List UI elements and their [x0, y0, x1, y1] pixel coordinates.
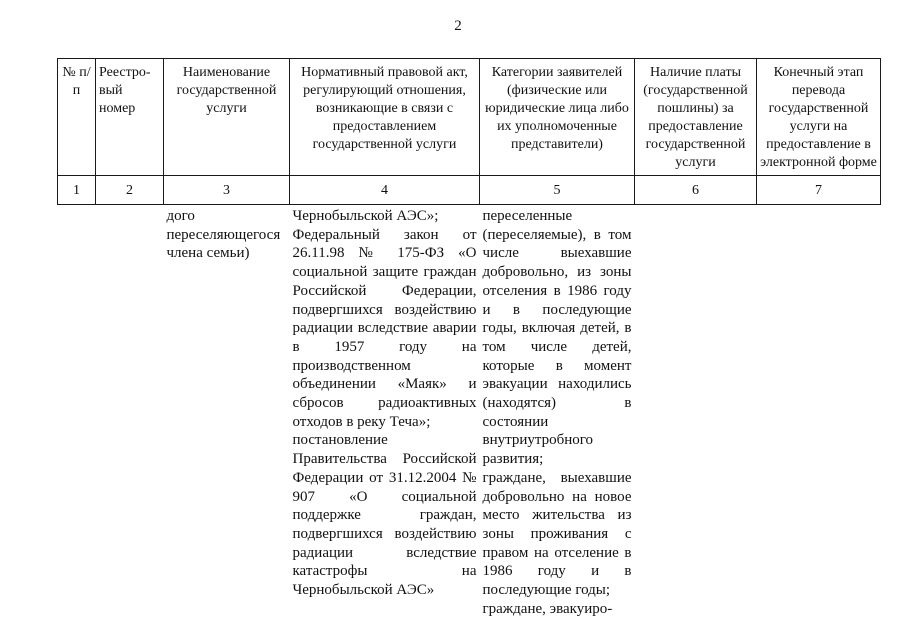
column-number-row [58, 176, 881, 205]
cell-empty [635, 205, 757, 619]
applicant-category-item: переселенные (переселяемые), в том числе выехавшие добровольно, из зоны отселения в 1986 году и в последующие годы, включая детей, в том числе детей, которые в момент эвакуации находились (находятся) в состоянии внутриутробного развития; [482, 208, 632, 468]
header-service-name: Наименование государственной услуги [164, 59, 290, 176]
cell-legal-act [290, 205, 480, 619]
header-number: № п/п [58, 59, 96, 176]
page-number: 2 [454, 18, 462, 34]
column-number: 7 [757, 176, 881, 205]
services-table [57, 58, 881, 618]
cell-empty [58, 205, 96, 619]
column-number: 2 [96, 176, 164, 205]
cell-applicant-categories [480, 205, 635, 619]
cell-empty [96, 205, 164, 619]
column-number: 1 [58, 176, 96, 205]
column-number: 5 [480, 176, 635, 205]
legal-act-item: постановление Правительства Российской Федерации от 31.12.2004 № 907 «О социальной поддержке граждан, подвергшихся воздействию радиации вследствие катастрофы на Чернобыльской АЭС» [292, 432, 477, 599]
header-legal-act: Нормативный правовой акт, регулирующий отношения, возникающие в связи с предоставлением государственной услуги [290, 59, 480, 176]
header-applicant-categories: Категории заявителей (физические или юридические лица либо их уполномоченные представители) [480, 59, 635, 176]
column-number: 3 [164, 176, 290, 205]
header-electronic-stage: Конечный этап перевода государственной услуги на предоставление в электронной форме [757, 59, 881, 176]
cell-service-name: дого переселяющегося члена семьи) [166, 208, 281, 262]
column-number: 4 [290, 176, 480, 205]
header-fee: Наличие платы (государственной пошлины) за предоставление государственной услуги [635, 59, 757, 176]
legal-act-item: Чернобыльской АЭС»; [292, 208, 439, 224]
header-row [58, 59, 881, 176]
applicant-category-item: граждане, эвакуиро- [482, 600, 613, 617]
table-row [58, 205, 881, 619]
header-registry-number: Реестро-вый номер [96, 59, 164, 176]
cell-empty [757, 205, 881, 619]
applicant-category-item: граждане, выехавшие добровольно на новое место жительства из зоны проживания с правом на отселение в 1986 году и в последующие годы; [482, 469, 632, 599]
column-number: 6 [635, 176, 757, 205]
legal-act-item: Федеральный закон от 26.11.98 № 175-ФЗ «О социальной защите граждан Российской Федерации, подвергшихся воздействию радиации вследствие аварии в 1957 году на производственном объединении «Маяк» и сбросов радиоактивных отходов в реку Теча»; [292, 226, 477, 430]
